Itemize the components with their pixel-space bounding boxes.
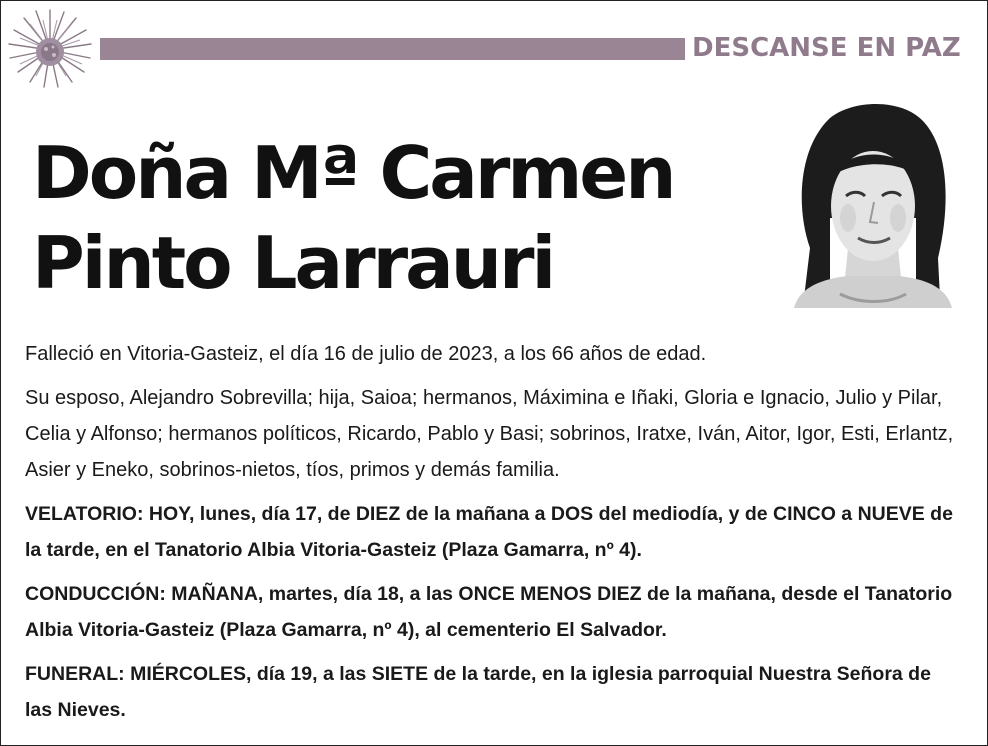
name-line-2: Pinto Larrauri: [32, 221, 554, 305]
name-line-1: Doña Mª Carmen: [32, 131, 674, 215]
header-band: [100, 38, 685, 60]
conduccion-paragraph: CONDUCCIÓN: MAÑANA, martes, día 18, a las ONCE MENOS DIEZ de la mañana, desde el Tanatorio Albia Vitoria-Gasteiz (Plaza Gamarra, nº 4), al cementerio El Salvador.: [25, 583, 953, 641]
portrait-photo: [790, 98, 955, 308]
family-paragraph: Su esposo, Alejandro Sobrevilla; hija, Saioa; hermanos, Máximina e Iñaki, Gloria e Ignacio, Julio y Pilar, Celia y Alfonso; hermanos políticos, Ricardo, Pablo y Basi; sobrinos, Iratxe, Iván, Aitor, Igor, Esti, Erlantz, Asier y Eneko, sobrinos-nietos, tíos, primos y demás familia.: [25, 387, 954, 481]
header-label: DESCANSE EN PAZ: [692, 33, 961, 63]
death-paragraph: Falleció en Vitoria-Gasteiz, el día 16 de julio de 2023, a los 66 años de edad.: [25, 343, 707, 365]
thistle-icon: [6, 6, 94, 90]
velatorio-paragraph: VELATORIO: HOY, lunes, día 17, de DIEZ de la mañana a DOS del mediodía, y de CINCO a NUEVE de la tarde, en el Tanatorio Albia Vitoria-Gasteiz (Plaza Gamarra, nº 4).: [25, 503, 953, 561]
obituary-body: [25, 336, 960, 736]
deceased-name: [32, 128, 772, 308]
funeral-paragraph: FUNERAL: MIÉRCOLES, día 19, a las SIETE de la tarde, en la iglesia parroquial Nuestra Señora de las Nieves.: [25, 663, 931, 721]
